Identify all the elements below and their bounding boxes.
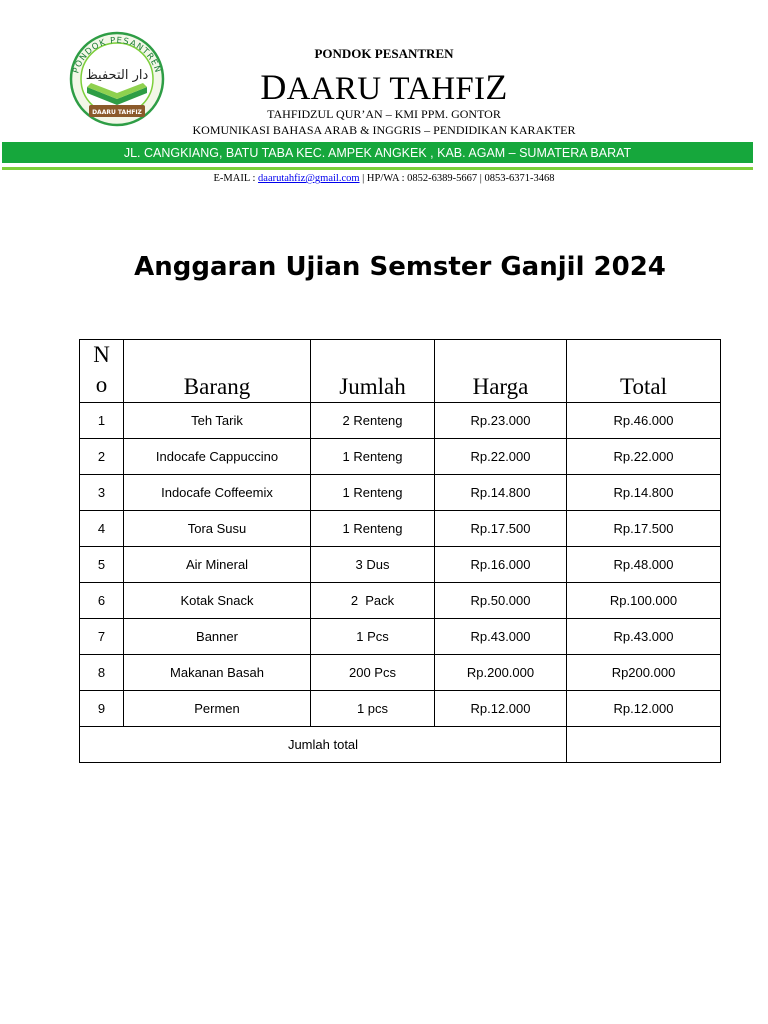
table-row xyxy=(80,547,721,583)
cell-harga: Rp.22.000 xyxy=(435,439,567,475)
logo-arc-text: PONDOK PESANTREN xyxy=(71,35,163,75)
header-harga: Harga xyxy=(435,340,567,403)
cell-barang: Permen xyxy=(124,691,311,727)
cell-no: 2 xyxy=(80,439,124,475)
cell-jumlah: 1 Pcs xyxy=(311,619,435,655)
total-value xyxy=(567,727,721,763)
cell-total: Rp.14.800 xyxy=(567,475,721,511)
cell-barang: Teh Tarik xyxy=(124,403,311,439)
cell-jumlah: 1 pcs xyxy=(311,691,435,727)
cell-total: Rp.22.000 xyxy=(567,439,721,475)
header-total: Total xyxy=(567,340,721,403)
cell-jumlah: 1 Renteng xyxy=(311,475,435,511)
cell-total: Rp.100.000 xyxy=(567,583,721,619)
table-row xyxy=(80,403,721,439)
document-title: Anggaran Ujian Semster Ganjil 2024 xyxy=(134,252,666,282)
header-subtitle-1: TAHFIDZUL QUR’AN – KMI PPM. GONTOR xyxy=(267,107,501,121)
cell-no: 4 xyxy=(80,511,124,547)
cell-harga: Rp.14.800 xyxy=(435,475,567,511)
table-row xyxy=(80,619,721,655)
header-no: N o xyxy=(80,340,124,403)
address-bar: JL. CANGKIANG, BATU TABA KEC. AMPEK ANGKEK , KAB. AGAM – SUMATERA BARAT xyxy=(2,142,753,163)
header-subtitle-2: KOMUNIKASI BAHASA ARAB & INGGRIS – PENDIDIKAN KARAKTER xyxy=(192,123,576,137)
cell-total: Rp.43.000 xyxy=(567,619,721,655)
cell-barang: Makanan Basah xyxy=(124,655,311,691)
logo-arabic-text: دار التحفيظ xyxy=(85,68,149,83)
cell-no: 9 xyxy=(80,691,124,727)
table-row xyxy=(80,655,721,691)
logo-banner-text: DAARU TAHFIZ xyxy=(92,109,142,116)
cell-total: Rp.17.500 xyxy=(567,511,721,547)
contact-line: E-MAIL : daarutahfiz@gmail.com | HP/WA : 0852-6389-5667 | 0853-6371-3468 xyxy=(213,173,555,184)
table-footer-row xyxy=(80,727,721,763)
cell-barang: Tora Susu xyxy=(124,511,311,547)
cell-jumlah: 2 Renteng xyxy=(311,403,435,439)
cell-barang: Kotak Snack xyxy=(124,583,311,619)
table-row xyxy=(80,439,721,475)
header-jumlah: Jumlah xyxy=(311,340,435,403)
cell-jumlah: 1 Renteng xyxy=(311,439,435,475)
cell-jumlah: 3 Dus xyxy=(311,547,435,583)
budget-table xyxy=(79,339,721,763)
table-row xyxy=(80,475,721,511)
cell-jumlah: 2 Pack xyxy=(311,583,435,619)
cell-no: 3 xyxy=(80,475,124,511)
cell-total: Rp.46.000 xyxy=(567,403,721,439)
cell-harga: Rp.16.000 xyxy=(435,547,567,583)
cell-harga: Rp.50.000 xyxy=(435,583,567,619)
cell-total: Rp.48.000 xyxy=(567,547,721,583)
table-row xyxy=(80,511,721,547)
total-label: Jumlah total xyxy=(80,727,567,763)
table-row xyxy=(80,583,721,619)
cell-total: Rp.12.000 xyxy=(567,691,721,727)
cell-harga: Rp.23.000 xyxy=(435,403,567,439)
header-small-title: PONDOK PESANTREN xyxy=(314,46,454,61)
cell-jumlah: 200 Pcs xyxy=(311,655,435,691)
divider-line xyxy=(2,167,753,170)
cell-harga: Rp.17.500 xyxy=(435,511,567,547)
cell-barang: Air Mineral xyxy=(124,547,311,583)
table-header-row xyxy=(80,340,721,403)
cell-harga: Rp.12.000 xyxy=(435,691,567,727)
header-school-name: DAARU TAHFIZ xyxy=(260,67,508,107)
cell-barang: Banner xyxy=(124,619,311,655)
cell-total: Rp200.000 xyxy=(567,655,721,691)
cell-no: 8 xyxy=(80,655,124,691)
cell-no: 6 xyxy=(80,583,124,619)
cell-no: 1 xyxy=(80,403,124,439)
cell-no: 5 xyxy=(80,547,124,583)
cell-harga: Rp.43.000 xyxy=(435,619,567,655)
cell-harga: Rp.200.000 xyxy=(435,655,567,691)
cell-barang: Indocafe Coffeemix xyxy=(124,475,311,511)
header-barang: Barang xyxy=(124,340,311,403)
cell-barang: Indocafe Cappuccino xyxy=(124,439,311,475)
cell-jumlah: 1 Renteng xyxy=(311,511,435,547)
table-row xyxy=(80,691,721,727)
email-link[interactable]: daarutahfiz@gmail.com xyxy=(258,173,360,184)
cell-no: 7 xyxy=(80,619,124,655)
